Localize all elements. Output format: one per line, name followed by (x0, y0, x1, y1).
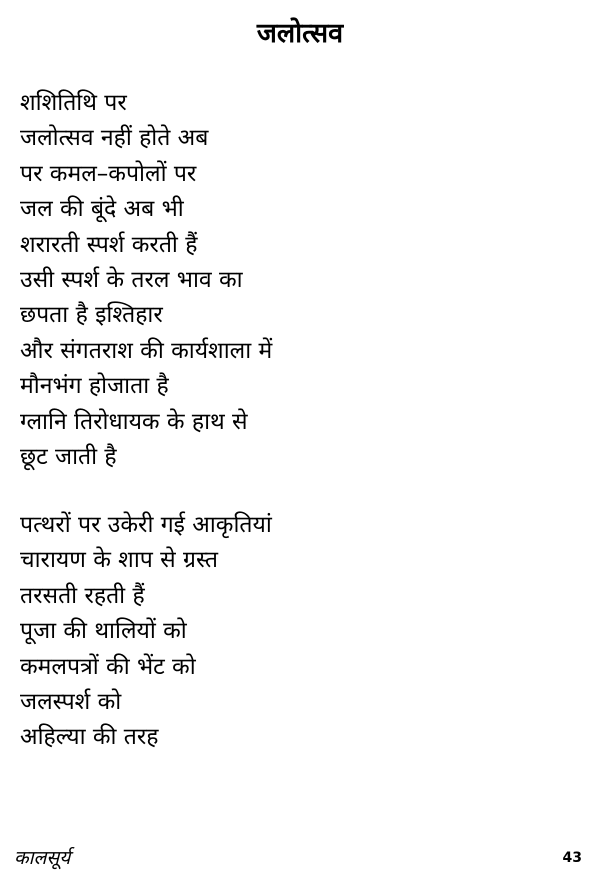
poem-line: चारायण के शाप से ग्रस्त (20, 547, 219, 574)
poem-line: तरसती रहती हैं (20, 582, 145, 609)
poem-line: मौनभंग होजाता है (20, 373, 169, 400)
stanza-2 (20, 508, 272, 756)
poem-line: जलोत्सव नहीं होते अब (20, 125, 209, 152)
book-title-footer: कालसूर्य (14, 847, 71, 869)
poem-line: पर कमल–कपोलों पर (20, 160, 197, 187)
poem-line: पत्थरों पर उकेरी गई आकृतियां (20, 512, 272, 538)
poem-title: जलोत्सव (256, 18, 344, 49)
stanza-1 (20, 86, 272, 475)
page-number: 43 (562, 850, 582, 866)
poem-line: कमलपत्रों की भेंट को (20, 653, 196, 680)
poem-line: जलस्पर्श को (20, 688, 122, 715)
poem-line: अहिल्या की तरह (20, 724, 159, 751)
poem-line: और संगतराश की कार्यशाला में (20, 337, 273, 364)
poem-line: उसी स्पर्श के तरल भाव का (20, 266, 243, 293)
poem-line: शशितिथि पर (20, 90, 127, 116)
poem-line: छूट जाती है (20, 443, 117, 470)
poem-line: शरारती स्पर्श करती हैं (20, 231, 198, 258)
poem-line: ग्लानि तिरोधायक के हाथ से (20, 408, 248, 435)
poem-line: पूजा की थालियों को (20, 618, 187, 645)
poem-line: छपता है इश्तिहार (20, 302, 163, 329)
poem-line: जल की बूंदे अब भी (20, 196, 184, 223)
